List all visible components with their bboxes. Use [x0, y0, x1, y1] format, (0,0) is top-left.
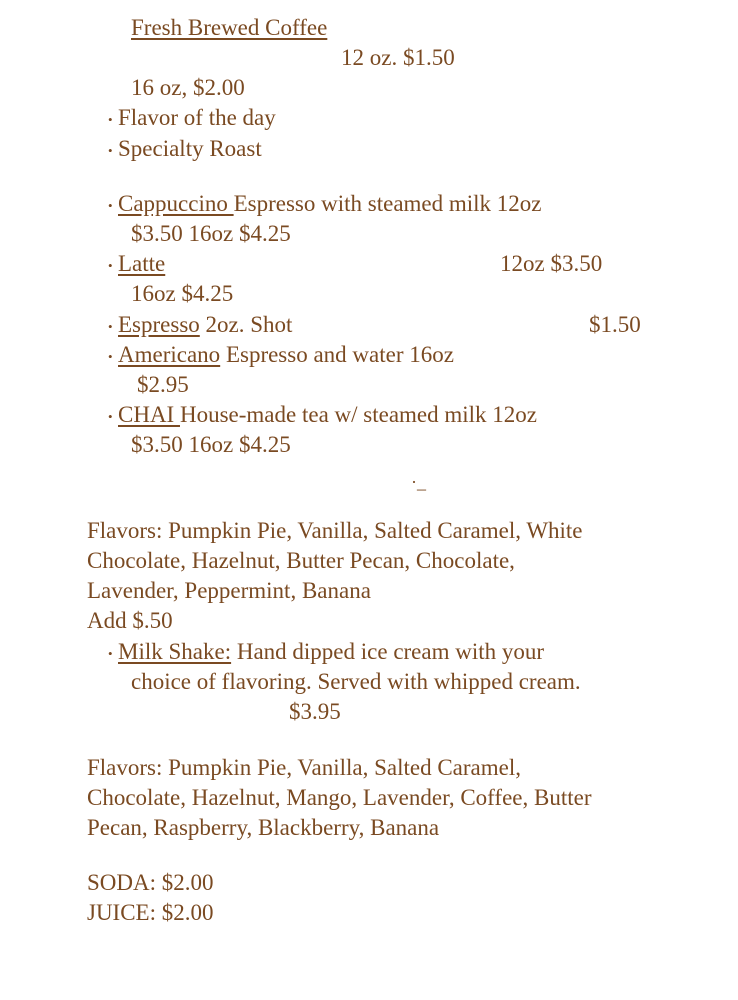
- milkshake-name: Milk Shake:: [118, 639, 232, 664]
- americano-line: [118, 341, 454, 369]
- latte-price-16oz: 16oz $4.25: [131, 281, 234, 306]
- bullet-icon: •: [108, 349, 113, 364]
- coffee-price-12oz: 12 oz. $1.50: [341, 45, 455, 70]
- espresso-name: Espresso: [118, 312, 200, 337]
- cappuccino-name: Cappuccino: [118, 191, 234, 216]
- americano-price: $2.95: [137, 372, 189, 397]
- chai-line: [118, 401, 537, 429]
- bullet-icon: •: [108, 319, 113, 334]
- cappuccino-line: [118, 190, 542, 218]
- bullet-icon: •: [108, 258, 113, 273]
- milkshake-desc-2: choice of flavoring. Served with whipped cream.: [131, 669, 581, 694]
- bullet-icon: •: [108, 646, 113, 661]
- chai-desc: House-made tea w/ steamed milk 12oz: [179, 402, 538, 427]
- milkshake-desc-1: Hand dipped ice cream with your: [231, 639, 545, 664]
- espresso-price: $1.50: [589, 312, 641, 337]
- coffee-specialty-roast: Specialty Roast: [118, 136, 262, 161]
- latte-name: Latte: [118, 251, 166, 276]
- coffee-flavor-of-day: Flavor of the day: [118, 105, 276, 130]
- coffee-title: Fresh Brewed Coffee: [131, 15, 328, 40]
- cappuccino-desc: Espresso with steamed milk 12oz: [233, 191, 542, 216]
- latte-price-12oz: 12oz $3.50: [500, 251, 603, 276]
- coffee-price-16oz: 16 oz, $2.00: [131, 75, 245, 100]
- bullet-icon: •: [108, 409, 113, 424]
- milkshake-price: $3.95: [289, 699, 341, 724]
- flavor-add-price: Add $.50: [87, 608, 173, 633]
- coffee-flavors-line-3: Lavender, Peppermint, Banana: [87, 578, 371, 603]
- chai-prices: $3.50 16oz $4.25: [131, 432, 291, 457]
- shake-flavors-line-2: Chocolate, Hazelnut, Mango, Lavender, Coffee, Butter: [87, 785, 592, 810]
- espresso-desc: 2oz. Shot: [199, 312, 293, 337]
- soda-price: SODA: $2.00: [87, 870, 214, 895]
- americano-desc: Espresso and water 16oz: [220, 342, 454, 367]
- coffee-flavors-line-2: Chocolate, Hazelnut, Butter Pecan, Chocolate,: [87, 548, 515, 573]
- americano-name: Americano: [118, 342, 221, 367]
- shake-flavors-line-1: Flavors: Pumpkin Pie, Vanilla, Salted Caramel,: [87, 755, 521, 780]
- juice-price: JUICE: $2.00: [87, 900, 214, 925]
- bullet-icon: •: [108, 112, 113, 127]
- stray-dot-mark: ·_: [411, 472, 426, 492]
- shake-flavors-line-3: Pecan, Raspberry, Blackberry, Banana: [87, 815, 440, 840]
- espresso-line: [118, 311, 292, 339]
- coffee-flavors-line-1: Flavors: Pumpkin Pie, Vanilla, Salted Caramel, White: [87, 518, 583, 543]
- chai-name: CHAI: [118, 402, 180, 427]
- cappuccino-prices: $3.50 16oz $4.25: [131, 221, 291, 246]
- milkshake-line: [118, 638, 544, 666]
- bullet-icon: •: [108, 198, 113, 213]
- bullet-icon: •: [108, 143, 113, 158]
